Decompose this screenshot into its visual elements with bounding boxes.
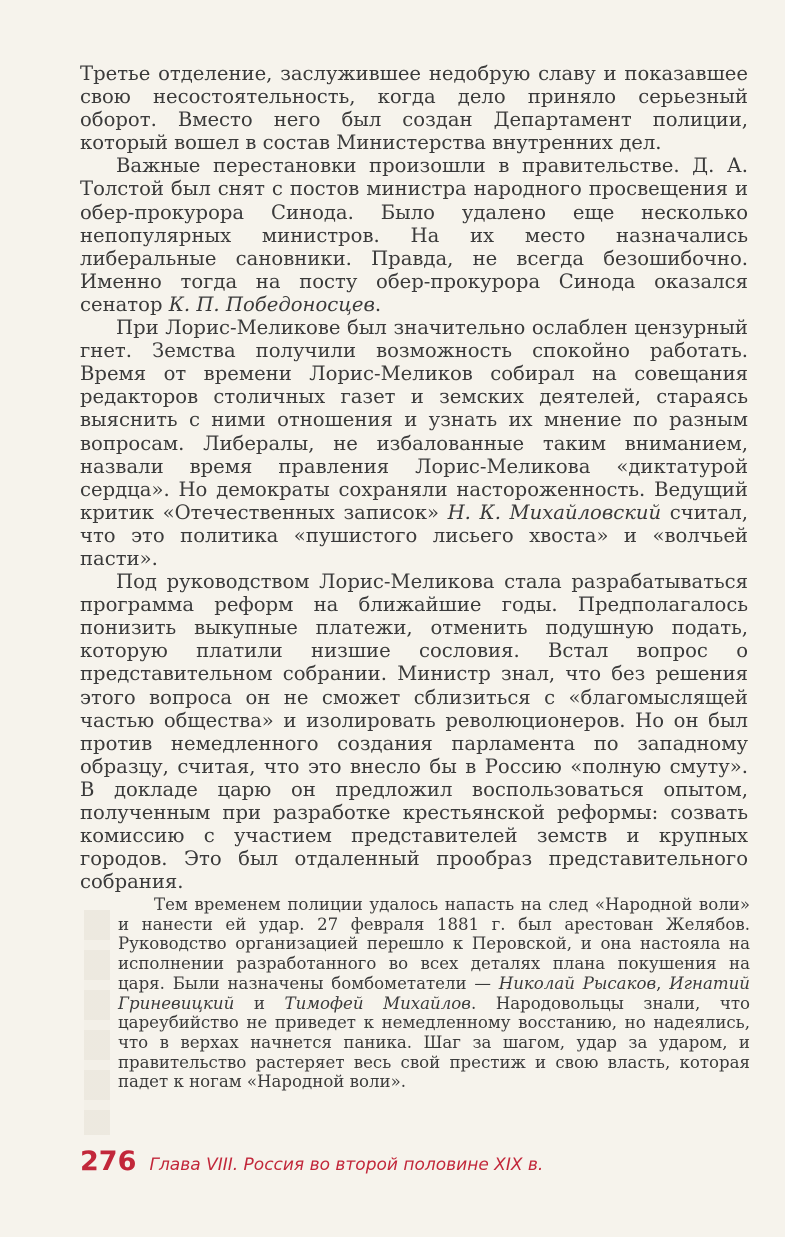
paragraph-text: .	[374, 292, 382, 316]
paragraph-text: считал, что это политика «пушистого лисьего хвоста» и «волчьей пасти».	[80, 500, 748, 570]
paragraph	[80, 154, 748, 316]
paragraph	[80, 316, 748, 570]
separator: и	[234, 993, 285, 1013]
paragraph: Под руководством Лорис-Меликова стала разрабатываться программа реформ на ближайшие годы. Предполагалось понизить выкупные платежи, отменить подушную подать, которую платили низшие сословия. Встал вопрос о представительном собрании. Министр знал, что без решения этого вопроса он не сможет сблизиться с «благомыслящей частью общества» и изолировать революционеров. Но он был против немедленного создания парламента по западному образцу, считая, что это внесло бы в Россию «полную смуту». В докладе царю он предложил воспользоваться опытом, полученным при разработке крестьянской реформы: созвать комиссию с участием представителей земств и крупных городов. Это был отдаленный прообраз представительного собрания.	[80, 570, 748, 894]
separator: ,	[656, 973, 670, 993]
small-print-block	[118, 895, 750, 1092]
paragraph-text: Тем временем полиции удалось напасть на след «Народной воли» и нанести ей удар. 27 февраля 1881 г. был арестован Желябов. Руководство организацией перешло к Перовской, и она настояла на исполнении разработанного во всех деталях плана покушения на царя. Были назначены бомбометатели —	[118, 895, 750, 993]
person-name: Николай Рысаков	[498, 973, 657, 993]
chapter-title: Глава VIII. Россия во второй половине XIX в.	[149, 1155, 544, 1175]
paragraph-text: Важные перестановки произошли в правительстве. Д. А. Толстой был снят с постов министра народного просвещения и обер-прокурора Синода. Было удалено еще несколько непопулярных министров. На их место назначались либеральные сановники. Правда, не всегда безошибочно. Именно тогда на посту обер-прокурора Синода оказался сенатор	[80, 154, 748, 316]
paragraph-text: . Народовольцы знали, что цареубийство не приведет к немедленному восстанию, но надеялись, что в верхах начнется паника. Шаг за шагом, удар за ударом, и правительство растеряет весь свой престиж и свою власть, которая падет к ногам «Народной воли».	[118, 993, 751, 1092]
person-name: Игнатий Гриневицкий	[118, 973, 750, 1013]
paragraph	[118, 895, 750, 1092]
main-text	[80, 62, 748, 893]
page-footer	[80, 1146, 748, 1180]
margin-decoration	[84, 910, 110, 1135]
person-name: Н. К. Михайловский	[447, 500, 662, 524]
paragraph-text: При Лорис-Меликове был значительно ослаблен цензурный гнет. Земства получили возможность спокойно работать. Время от времени Лорис-Меликов собирал на совещания редакторов столичных газет и земских деятелей, стараясь выяснить с ними отношения и узнать их мнение по разным вопросам. Либералы, не избалованные таким вниманием, назвали время правления Лорис-Меликова «диктатурой сердца». Но демократы сохраняли настороженность. Ведущий критик «Отечественных записок»	[80, 316, 748, 524]
person-name: К. П. Победоносцев	[168, 292, 375, 316]
person-name: Тимофей Михайлов	[284, 993, 471, 1013]
paragraph: Третье отделение, заслужившее недобрую славу и показавшее свою несостоятельность, когда дело приняло серьезный оборот. Вместо него был создан Департамент полиции, который вошел в состав Министерства внутренних дел.	[80, 62, 748, 155]
page-number: 276	[80, 1146, 137, 1177]
